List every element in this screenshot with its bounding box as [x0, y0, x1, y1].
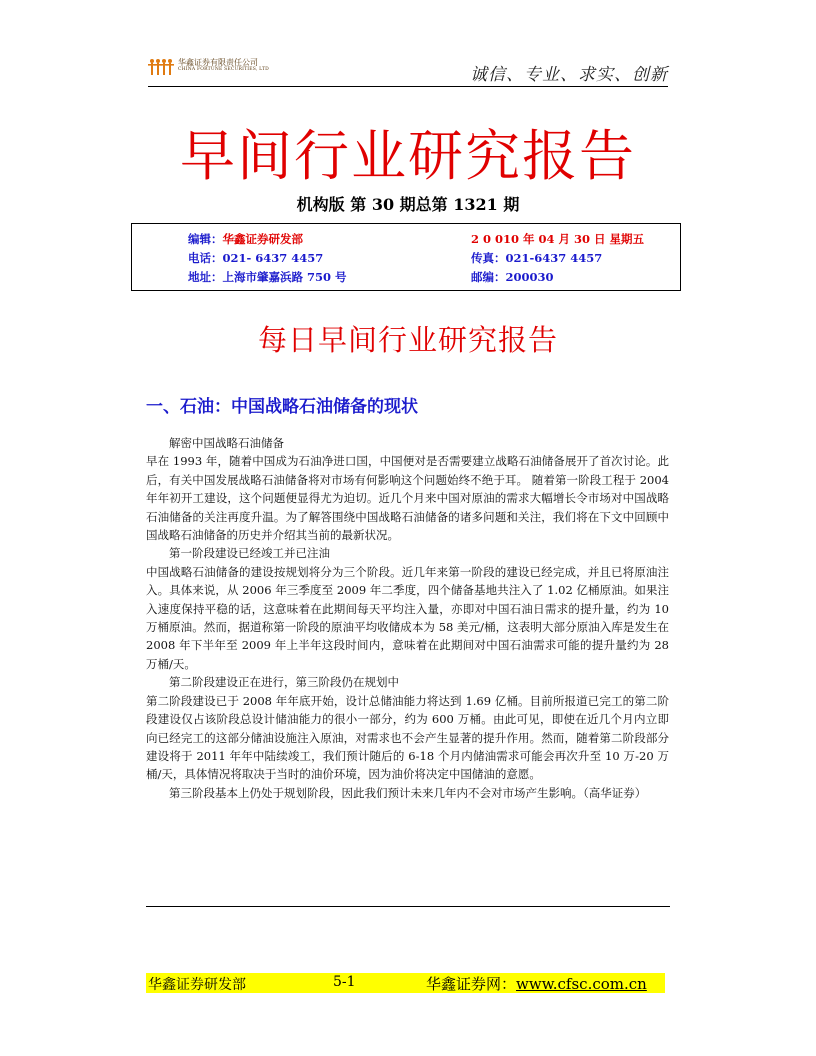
article-body: [146, 434, 669, 802]
report-date: 2 0 010 年 04 月 30 日 星期五: [471, 232, 645, 246]
phone-row: [188, 250, 323, 266]
footer-site: [426, 973, 647, 994]
report-subtitle: 每日早间行业研究报告: [257, 323, 558, 357]
zip-value: 200030: [505, 270, 554, 284]
paragraph: 早在 1993 年，随着中国成为石油净进口国，中国便对是否需要建立战略石油储备展开了首次讨论。此后，有关中国发展战略石油储备将对市场有何影响这个问题始终不绝于耳。 随着第一阶段工程于 2004 年年初开工建设，这个问题便显得尤为迫切。近几个月来中国对原油的需求大幅增长令市场对中国战略石油储备的关注再度升温。为了解答围绕中国战略石油储备的诸多问题和关注，我们将在下文中回顾中国战略石油储备的历史并介绍其当前的最新状况。: [146, 454, 669, 543]
footer-divider: [146, 906, 670, 907]
report-title: 早间行业研究报告: [179, 124, 636, 188]
zip-row: [471, 269, 554, 285]
paragraph: 第二阶段建设已于 2008 年年底开始，设计总储油能力将达到 1.69 亿桶。目前所报道已完工的第二阶段建设仅占该阶段总设计储油能力的很小一部分，约为 600 万桶。由此可见，即使在近几个月内立即向已经完工的这部分储油设施注入原油，对需求也不会产生显著的提升作用。然而，随着第二阶段部分建设将于 2011 年年中陆续竣工，我们预计随后的 6-18 个月内储油需求可能会再次升至 10 万-20 万桶/天，具体情况将取决于当时的油价环境，因为油价将决定中国储油的意愿。: [146, 693, 669, 782]
address-row: [188, 269, 347, 285]
address-label: 地址：: [188, 270, 223, 284]
editor-row: [188, 231, 303, 247]
logo-figures-icon: [148, 58, 174, 76]
company-logo: [148, 56, 268, 78]
issue-number: 机构版 第 30 期总第 1321 期: [296, 195, 520, 214]
page-number: 5-1: [333, 974, 356, 990]
logo-company-name-en: CHINA FORTUNE SECURITIES, LTD: [178, 67, 269, 72]
section-heading: 一、石油：中国战略石油储备的现状: [146, 397, 418, 417]
paragraph: 中国战略石油储备的建设按规划将分为三个阶段。近几年来第一阶段的建设已经完成，并且已将原油注入。具体来说，从 2006 年三季度至 2009 年二季度，四个储备基地共注入了 1.02 亿桶原油。如果注入速度保持平稳的话，这意味着在此期间每天平均注入量，亦即对中国石油日需求的提升量，约为 10 万桶原油。然而，据道称第一阶段的原油平均收储成本为 58 美元/桶，这表明大部分原油入库是发生在 2008 年下半年至 2009 年上半年这段时间内，意味着在此期间对中国石油需求可能的提升量约为 28 万桶/天。: [146, 564, 669, 671]
paragraph: 第三阶段基本上仍处于规划阶段，因此我们预计未来几年内不会对市场产生影响。（高华证券）: [169, 785, 647, 800]
phone-label: 电话：: [188, 251, 223, 265]
fax-value: 021-6437 4457: [505, 251, 603, 265]
company-slogan: 诚信、专业、求实、创新: [470, 65, 668, 85]
editor-value: 华鑫证券研发部: [222, 232, 303, 246]
date-row: [471, 231, 644, 247]
fax-label: 传真：: [471, 251, 506, 265]
footer-site-label: 华鑫证券网：: [426, 975, 517, 993]
phone-value: 021- 6437 4457: [222, 251, 324, 265]
editor-label: 编辑：: [188, 232, 223, 246]
paragraph-subhead: 第一阶段建设已经竣工并已注油: [169, 546, 330, 561]
logo-company-name: 华鑫证券有限责任公司: [178, 58, 258, 67]
contact-info-box: [131, 223, 681, 291]
footer-department: 华鑫证券研发部: [148, 977, 246, 993]
address-value: 上海市肇嘉浜路 750 号: [222, 270, 347, 284]
paragraph-subhead: 解密中国战略石油储备: [169, 436, 284, 450]
footer-site-link[interactable]: www.cfsc.com.cn: [516, 975, 647, 993]
header-divider: [148, 86, 668, 87]
page-footer: [146, 973, 665, 993]
zip-label: 邮编：: [471, 270, 506, 284]
fax-row: [471, 250, 602, 266]
paragraph-subhead: 第二阶段建设正在进行，第三阶段仍在规划中: [169, 675, 399, 690]
